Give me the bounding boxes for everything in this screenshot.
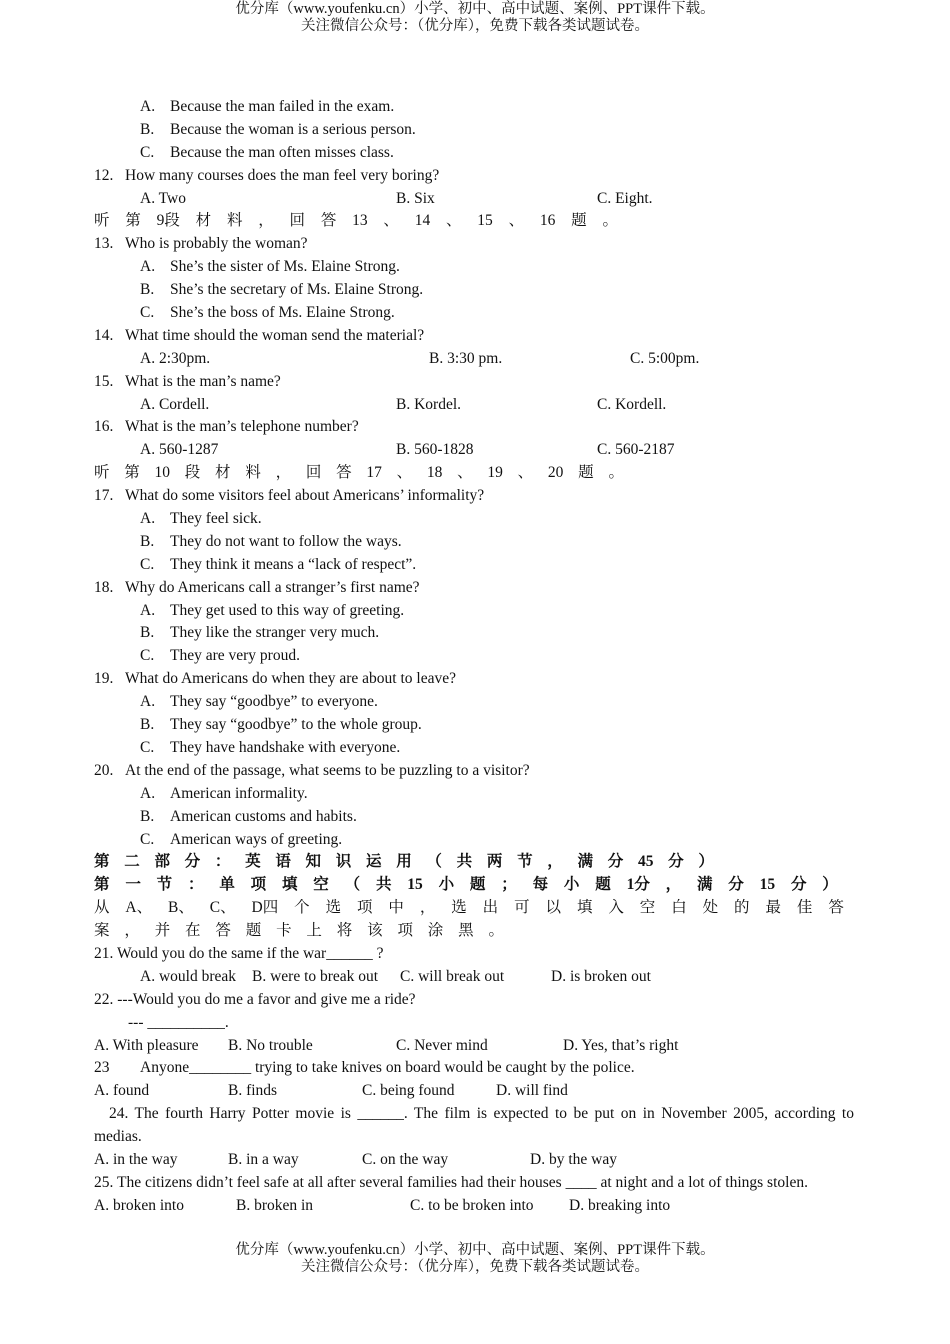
question-15: 15. What is the man’s name?: [94, 372, 281, 390]
q22-options: [94, 1035, 854, 1058]
q22-option-b: B. No trouble: [228, 1036, 313, 1054]
q25-option-b: B. broken in: [236, 1196, 314, 1214]
question-21: 21. Would you do the same if the war______ ?: [94, 944, 384, 962]
q23-options: [94, 1080, 854, 1103]
question-18: 18. Why do Americans call a stranger’s first name?: [94, 578, 420, 596]
question-19: 19. What do Americans do when they are about to leave?: [94, 670, 456, 688]
q11-option-a: A. Because the man failed in the exam.: [140, 98, 395, 115]
q21-option-b: B. were to break out: [252, 967, 379, 985]
q22-option-d: D. Yes, that’s right: [563, 1036, 679, 1054]
question-22: 22. ---Would you do me a favor and give me a ride?: [94, 990, 416, 1008]
page-footer: [0, 1242, 950, 1276]
q15-option-c: C. Kordell.: [597, 395, 667, 413]
q24-option-d: D. by the way: [530, 1151, 617, 1168]
q23-option-a: A. found: [94, 1082, 150, 1100]
page-header: [0, 1, 950, 35]
q14-option-b: B. 3:30 pm.: [429, 349, 503, 367]
q11-option-b: B. Because the woman is a serious person.: [140, 120, 416, 138]
q21-option-d: D. is broken out: [551, 967, 651, 985]
exam-content: [94, 96, 854, 1218]
q14-options: [94, 348, 854, 371]
question-23: [94, 1057, 854, 1080]
q21-options: [94, 966, 854, 989]
q25-options: [94, 1195, 854, 1218]
header-line-1: 优分库（www.youfenku.cn）小学、初中、高中试题、案例、PPT课件下载。: [235, 1, 715, 17]
q25-option-d: D. breaking into: [569, 1196, 671, 1214]
q24-option-a: A. in the way: [94, 1151, 178, 1168]
q13-option-a: A. She’s the sister of Ms. Elaine Strong.: [140, 258, 400, 276]
q18-option-b: B. They like the stranger very much.: [140, 624, 380, 642]
q23-option-b: B. finds: [228, 1082, 278, 1100]
q21-option-a: A. would break: [140, 967, 236, 985]
q22-option-c: C. Never mind: [396, 1036, 488, 1054]
q18-option-c: C. They are very proud.: [140, 647, 300, 665]
q13-option-b: B. She’s the secretary of Ms. Elaine Strong.: [140, 281, 424, 299]
question-14: 14. What time should the woman send the material?: [94, 326, 425, 344]
q12-options: [94, 188, 854, 211]
q22-reply: --- __________.: [128, 1013, 229, 1031]
q12-option-c: C. Eight.: [597, 189, 653, 207]
q15-options: [94, 394, 854, 417]
part-2-section-1-title: 第 一 节 ： 单 项 填 空 （ 共 15 小 题 ； 每 小 题 1分 ， 满 分 15 分 ）: [94, 876, 838, 894]
q15-option-a: A. Cordell.: [140, 395, 210, 413]
question-17: 17. What do some visitors feel about Americans’ informality?: [94, 487, 485, 505]
q20-option-b: B. American customs and habits.: [140, 807, 357, 825]
q25-option-c: C. to be broken into: [410, 1196, 534, 1214]
header-line-2: 关注微信公众号：（优分库），免费下载各类试题试卷。: [301, 18, 649, 34]
q12-option-b: B. Six: [396, 189, 435, 207]
q24-option-b: B. in a way: [228, 1151, 299, 1168]
q16-option-b: B. 560-1828: [396, 441, 474, 459]
instruction-line-2: 案 ， 并 在 答 题 卡 上 将 该 项 涂 黑 。: [94, 922, 504, 940]
q22-option-a: A. With pleasure: [94, 1036, 199, 1054]
instruction-line-1: 从 A、 B、 C、 D四 个 选 项 中 ， 选 出 可 以 填 入 空 白 处 的 最 佳 答: [94, 899, 844, 917]
q23-option-c: C. being found: [362, 1082, 455, 1100]
part-2-title: 第 二 部 分 ： 英 语 知 识 运 用 （ 共 两 节 ， 满 分 45 分 ）: [94, 853, 714, 871]
q12-option-a: A. Two: [140, 189, 186, 207]
q21-option-c: C. will break out: [400, 967, 505, 985]
q19-option-c: C. They have handshake with everyone.: [140, 738, 401, 756]
q17-option-c: C. They think it means a “lack of respect”.: [140, 555, 417, 573]
q20-option-a: A. American informality.: [140, 784, 308, 802]
q23-text: Anyone________ trying to take knives on board would be caught by the police.: [140, 1059, 635, 1077]
q19-option-a: A. They say “goodbye” to everyone.: [140, 693, 378, 711]
q16-option-a: A. 560-1287: [140, 441, 219, 459]
q24-option-c: C. on the way: [362, 1151, 449, 1168]
section-10-heading: 听 第 10 段 材 料 ， 回 答 17 、 18 、 19 、 20 题 。: [94, 464, 624, 482]
q17-option-b: B. They do not want to follow the ways.: [140, 532, 402, 550]
q14-option-a: A. 2:30pm.: [140, 349, 211, 367]
q11-option-c: C. Because the man often misses class.: [140, 143, 394, 161]
section-9-heading: 听 第 9段 材 料 ， 回 答 13 、 14 、 15 、 16 题 。: [94, 212, 618, 230]
question-12: 12. How many courses does the man feel very boring?: [94, 166, 440, 184]
q17-option-a: A. They feel sick.: [140, 510, 262, 528]
q16-options: [94, 439, 854, 462]
q13-option-c: C. She’s the boss of Ms. Elaine Strong.: [140, 304, 395, 322]
q19-option-b: B. They say “goodbye” to the whole group.: [140, 716, 422, 734]
question-25: 25. The citizens didn’t feel safe at all after several families had their houses ____ at night and a lot of things stolen.: [94, 1173, 808, 1191]
q15-option-b: B. Kordel.: [396, 395, 462, 413]
question-24: 24. The fourth Harry Potter movie is ______. The film is expected to be put on in November 2005, according to medias.: [94, 1105, 854, 1146]
q16-option-c: C. 560-2187: [597, 441, 675, 459]
question-20: 20. At the end of the passage, what seems to be puzzling to a visitor?: [94, 761, 530, 779]
footer-line-1: 优分库（www.youfenku.cn）小学、初中、高中试题、案例、PPT课件下载。: [235, 1242, 715, 1258]
q23-option-d: D. will find: [496, 1082, 568, 1100]
question-16: 16. What is the man’s telephone number?: [94, 418, 359, 436]
q24-options: [94, 1149, 854, 1172]
question-13: 13. Who is probably the woman?: [94, 235, 308, 253]
q14-option-c: C. 5:00pm.: [630, 349, 700, 367]
q20-option-c: C. American ways of greeting.: [140, 830, 343, 848]
q18-option-a: A. They get used to this way of greeting.: [140, 601, 405, 619]
q23-number: 23: [94, 1059, 110, 1077]
q25-option-a: A. broken into: [94, 1196, 184, 1214]
footer-line-2: 关注微信公众号：（优分库），免费下载各类试题试卷。: [301, 1259, 649, 1275]
